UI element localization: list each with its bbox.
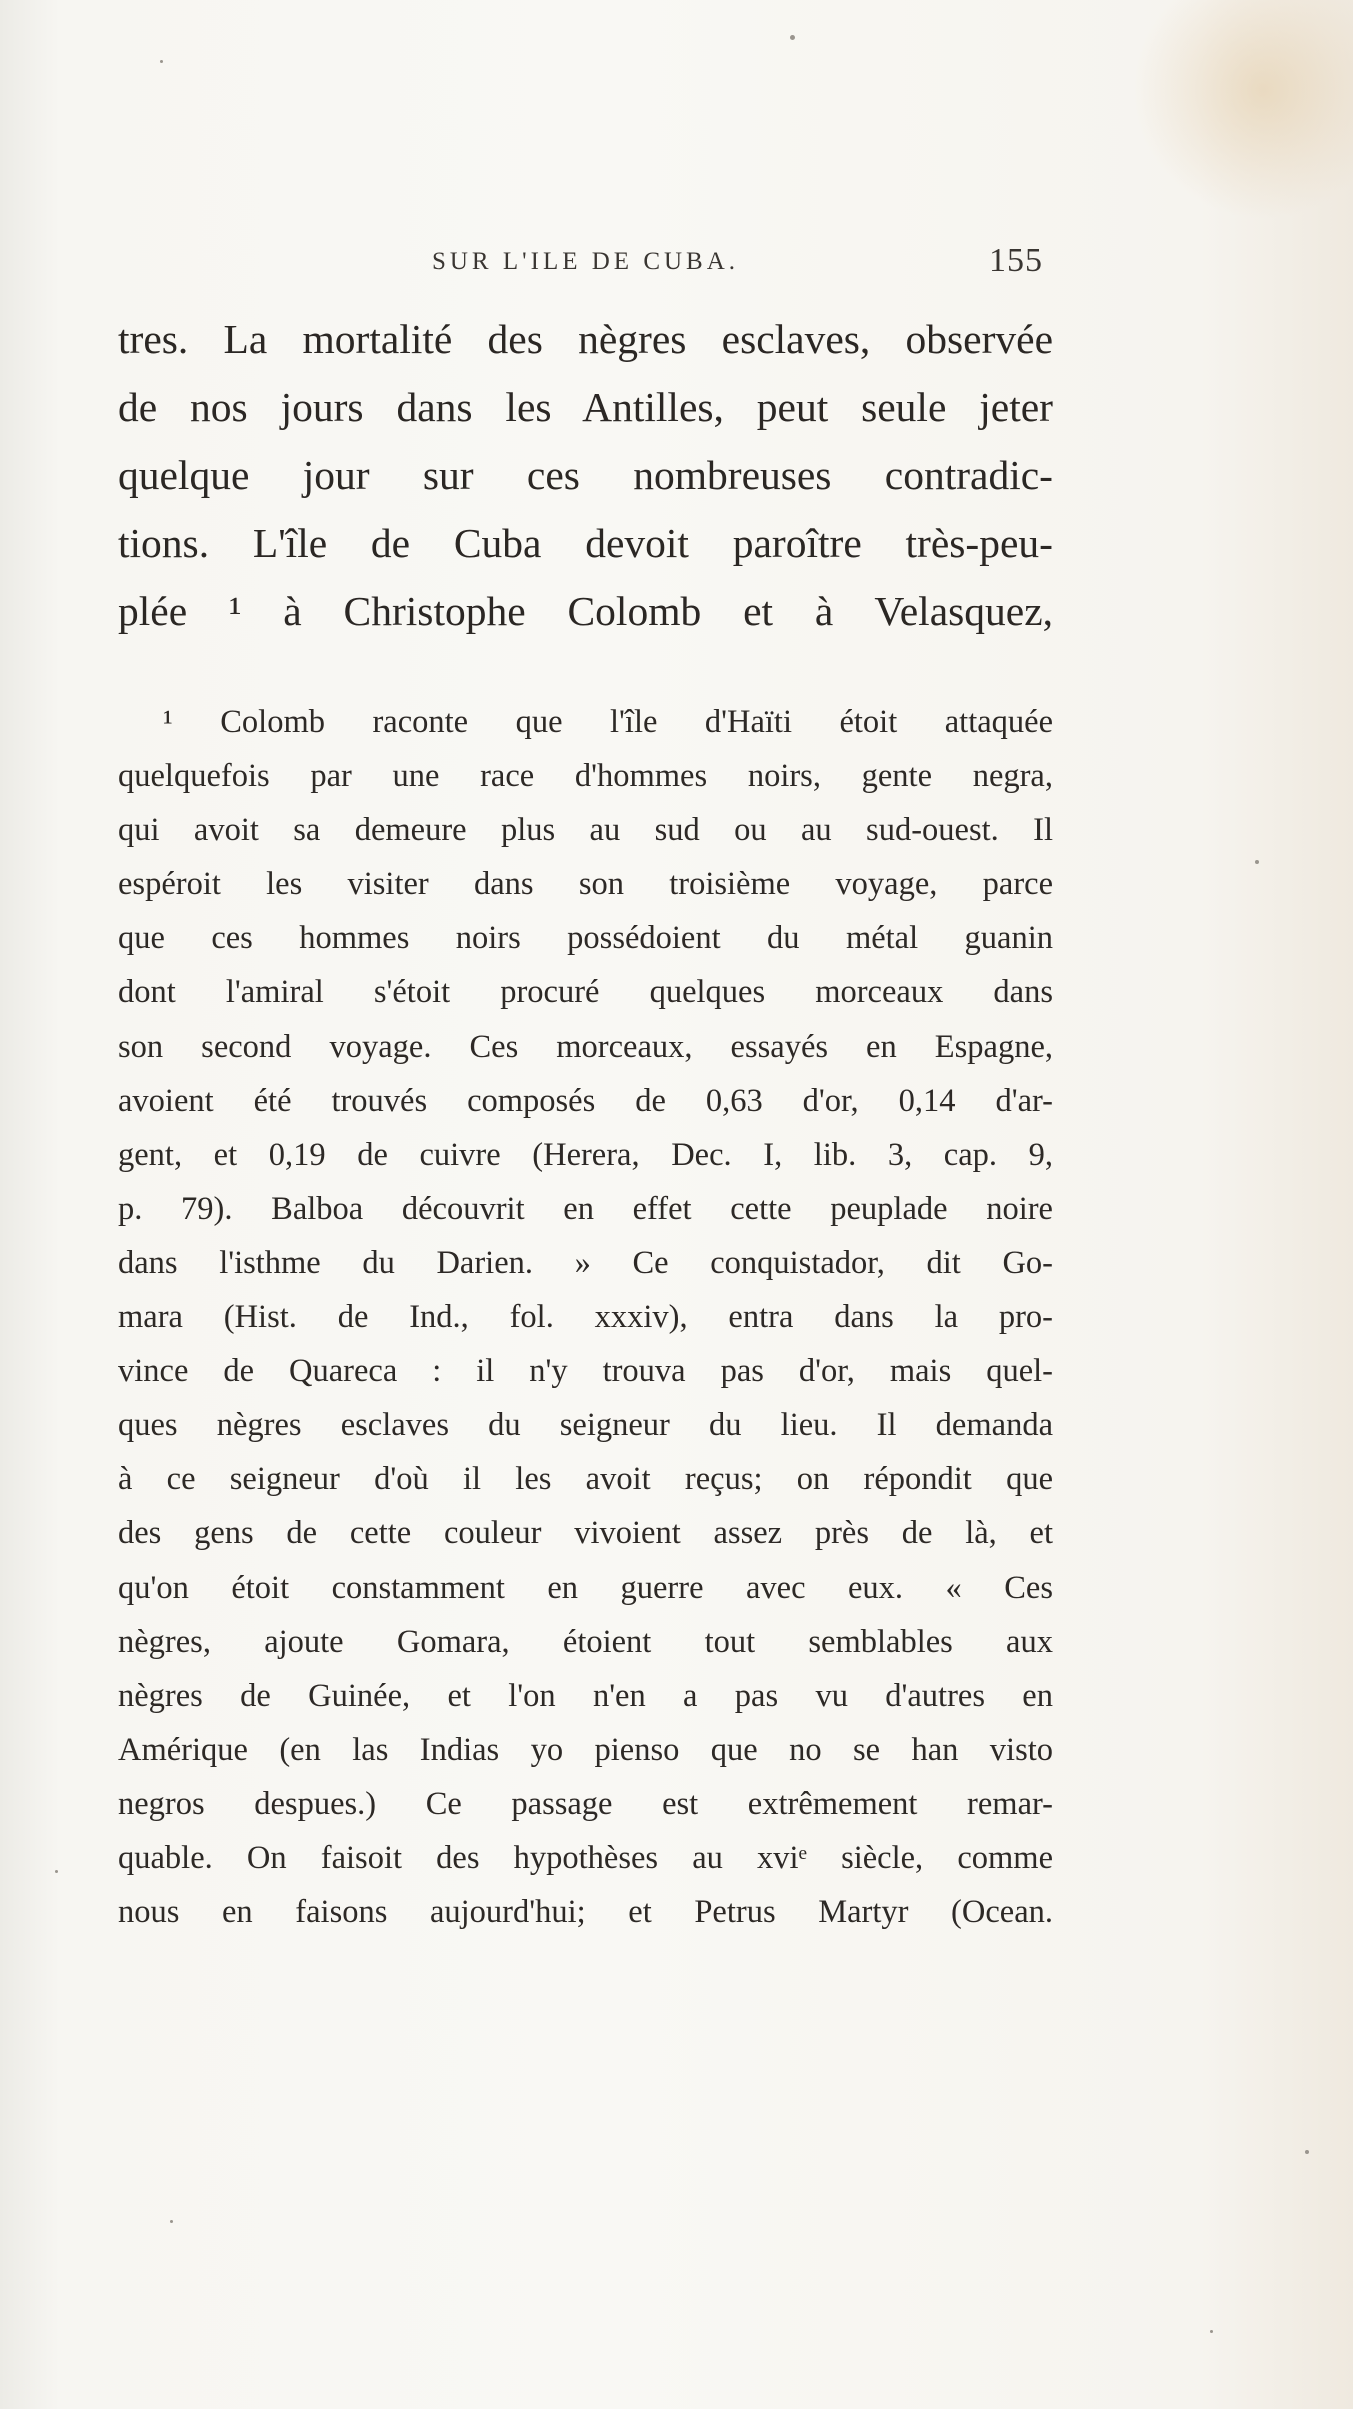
paper-speck [160,60,163,63]
paper-stain [1133,0,1353,220]
footnote-line: qui avoit sa demeure plus au sud ou au sud-ouest. Il [118,812,1053,849]
footnote-line: ques nègres esclaves du seigneur du lieu. Il demanda [118,1407,1053,1444]
footnote-line: quelquefois par une race d'hommes noirs, gente negra, [118,758,1053,795]
body-line: de nos jours dans les Antilles, peut seule jeter [118,384,1053,430]
paper-speck [1210,2330,1213,2333]
body-text [118,305,1053,645]
running-title: SUR L'ILE DE CUBA. [431,248,740,275]
footnote-line: que ces hommes noirs possédoient du métal guanin [118,920,1053,957]
paper-speck [1255,860,1259,864]
footnote-line: nègres, ajoute Gomara, étoient tout semblables aux [118,1623,1053,1660]
page-number: 155 [989,242,1043,279]
footnote-line: des gens de cette couleur vivoient assez près de là, et [118,1515,1053,1552]
footnote-line: qu'on étoit constamment en guerre avec eux. « Ces [118,1569,1053,1606]
footnote-line: vince de Quareca : il n'y trouva pas d'or, mais quel- [118,1353,1053,1390]
footnote-line: gent, et 0,19 de cuivre (Herera, Dec. I, lib. 3, cap. 9, [118,1136,1053,1173]
paper-speck [1305,2150,1309,2154]
paper-speck [170,2220,173,2223]
running-head [118,238,1053,288]
body-line: tions. L'île de Cuba devoit paroître très-peu- [118,520,1053,566]
footnote-line: espéroit les visiter dans son troisième voyage, parce [118,866,1053,903]
footnote-line: dans l'isthme du Darien. » Ce conquistador, dit Go- [118,1244,1053,1281]
footnote-line: à ce seigneur d'où il les avoit reçus; on répondit que [118,1461,1053,1498]
paper-speck [55,1870,58,1873]
footnote-block [118,695,1053,1939]
footnote-line: nègres de Guinée, et l'on n'en a pas vu d'autres en [118,1677,1053,1714]
footnote-line: son second voyage. Ces morceaux, essayés en Espagne, [118,1028,1053,1065]
body-line: quelque jour sur ces nombreuses contradic- [118,452,1053,498]
footnote-line: nous en faisons aujourd'hui; et Petrus Martyr (Ocean. [118,1894,1053,1931]
footnote-line: ¹ Colomb raconte que l'île d'Haïti étoit attaquée [163,704,1053,740]
footnote-line: avoient été trouvés composés de 0,63 d'or, 0,14 d'ar- [118,1082,1053,1119]
body-line: plée ¹ à Christophe Colomb et à Velasquez, [118,588,1053,634]
footnote-line: dont l'amiral s'étoit procuré quelques morceaux dans [118,974,1053,1011]
paper-speck [790,35,795,40]
body-line: tres. La mortalité des nègres esclaves, observée [118,316,1053,362]
footnote-line: p. 79). Balboa découvrit en effet cette peuplade noire [118,1190,1053,1227]
footnote-line: negros despues.) Ce passage est extrêmement remar- [118,1785,1053,1822]
footnote-line: quable. On faisoit des hypothèses au xviᵉ siècle, comme [118,1839,1053,1876]
footnote-line: mara (Hist. de Ind., fol. xxxiv), entra dans la pro- [118,1299,1053,1336]
footnote-line: Amérique (en las Indias yo pienso que no se han visto [118,1731,1053,1768]
